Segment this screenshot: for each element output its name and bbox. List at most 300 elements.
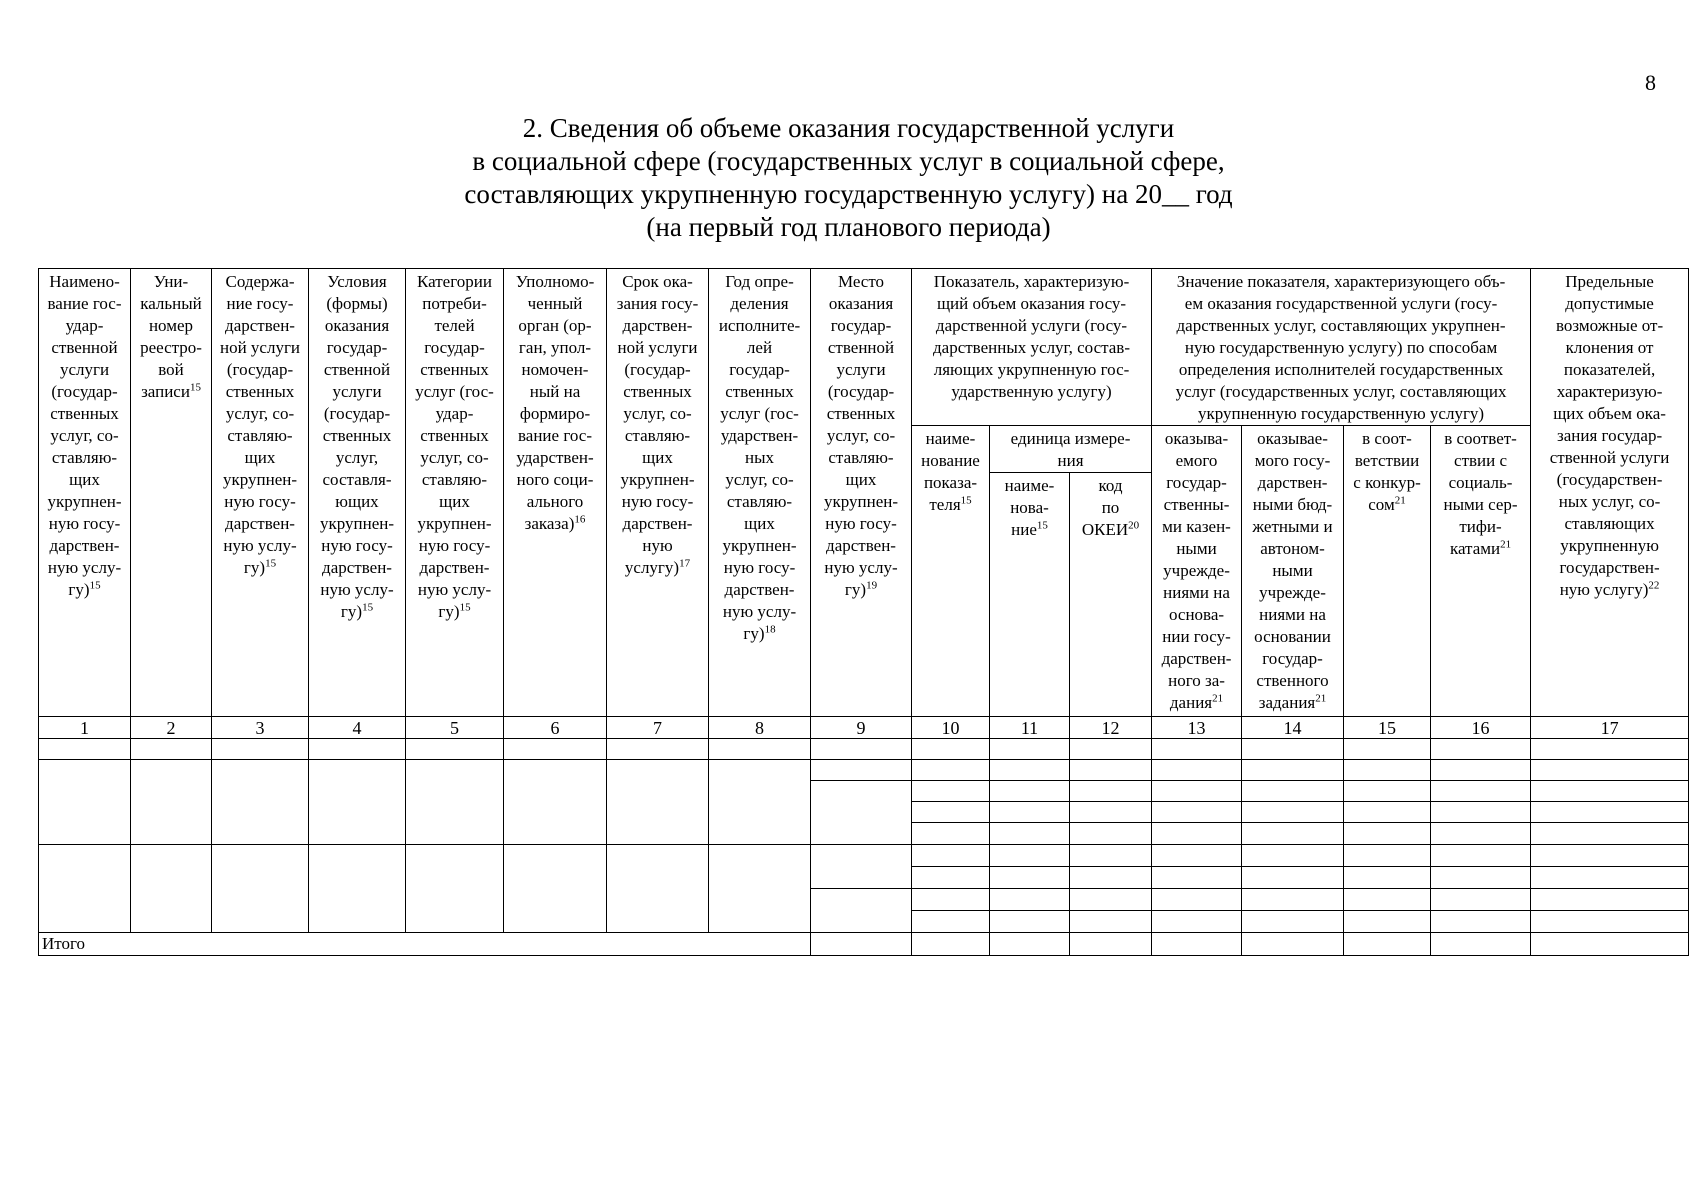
header-text-line: гу)$^{15}$ (68, 579, 101, 599)
footnote-marker: 20 (1128, 519, 1140, 532)
header-text-line: государ- (1262, 649, 1323, 668)
table-cell[interactable] (1152, 781, 1242, 802)
table-cell[interactable] (1431, 845, 1531, 867)
header-text-line: ную госу- (48, 514, 121, 533)
header-text-line: ствии с (1454, 451, 1508, 470)
footnote-marker: 21 (1500, 538, 1512, 551)
header-text-line: ную госу- (418, 536, 491, 555)
header-text-line: автоном- (1260, 539, 1325, 558)
header-text-line: ную услу- (320, 580, 394, 599)
table-cell[interactable] (912, 823, 990, 845)
table-cell[interactable] (212, 845, 309, 933)
header-text-line: Содержа- (225, 272, 295, 291)
header-text-line: ставляющих (1564, 514, 1655, 533)
footnote-marker: 19 (866, 579, 878, 592)
header-text-line: государ- (729, 360, 790, 379)
table-cell[interactable] (811, 889, 912, 933)
table-cell[interactable] (1070, 889, 1152, 911)
table-cell[interactable] (1431, 823, 1531, 845)
footnote-marker: 15 (362, 601, 374, 614)
header-text-line: составля- (322, 470, 392, 489)
table-cell[interactable] (1242, 933, 1344, 956)
header-text-line: потреби- (422, 294, 487, 313)
header-text-line: дарствен- (826, 536, 896, 555)
header-allowed-deviations (1531, 269, 1689, 717)
header-text-line: деления (730, 294, 789, 313)
table-cell[interactable] (1070, 823, 1152, 845)
table-cell[interactable] (1152, 823, 1242, 845)
header-text-line: гу)$^{15}$ (243, 557, 277, 577)
title-line: в социальной сфере (государственных услуг в социальной сфере, (472, 146, 1225, 176)
table-cell[interactable] (39, 845, 131, 933)
table-cell[interactable] (1152, 739, 1242, 760)
header-text-line: ную госу- (621, 492, 694, 511)
header-text-line: ударственную услугу) (951, 382, 1112, 401)
header-text-line: государ- (1166, 473, 1227, 492)
header-text-line: ственной (827, 338, 895, 357)
header-text-line: ственных (623, 382, 692, 401)
header-text-line: ставляю- (227, 426, 293, 445)
header-text-line: дания$^{21}$ (1169, 692, 1224, 712)
header-text-line: вание гос- (517, 426, 593, 445)
table-cell[interactable] (1531, 911, 1689, 933)
table-cell[interactable] (1431, 781, 1531, 802)
title-line: 2. Сведения об объеме оказания государственной услуги (522, 113, 1175, 143)
header-text-line: показа- (923, 473, 978, 492)
table-cell[interactable] (1152, 845, 1242, 867)
table-cell[interactable] (1152, 889, 1242, 911)
header-text-line: оказыва- (1164, 429, 1229, 448)
table-cell[interactable] (1344, 760, 1431, 781)
header-text-line: ного соци- (516, 470, 594, 489)
footnote-marker: 18 (764, 623, 776, 636)
header-authorized-body (504, 269, 607, 717)
total-label: Итого (39, 933, 811, 956)
header-text-line: ственных (420, 360, 489, 379)
header-text-line: мого госу- (1254, 451, 1331, 470)
table-cell[interactable] (709, 845, 811, 933)
header-social-certificates (1431, 426, 1531, 717)
header-text-line: ными сер- (1443, 495, 1518, 514)
header-text-line: ния (1057, 451, 1084, 470)
table-row (39, 845, 1689, 867)
header-text-line: укрупненную государственную услугу) (1197, 404, 1485, 423)
header-text-line: Показатель, характеризую- (933, 272, 1130, 291)
header-text-line: по (1101, 498, 1120, 517)
table-cell[interactable] (1531, 760, 1689, 781)
table-cell[interactable] (912, 760, 990, 781)
header-text-line: нова- (1010, 498, 1049, 517)
header-text-line: дарствен- (225, 316, 295, 335)
header-text-line: Условия (327, 272, 387, 291)
column-number: 15 (1344, 717, 1431, 739)
header-text-line: ственны- (1163, 495, 1230, 514)
table-cell[interactable] (1344, 933, 1431, 956)
header-text-line: ного за- (1168, 671, 1225, 690)
header-text-line: ственной (323, 360, 391, 379)
table-cell[interactable] (990, 739, 1070, 760)
header-text-line: удар- (435, 404, 474, 423)
table-cell[interactable] (1242, 760, 1344, 781)
header-text-line: Уполномо- (515, 272, 595, 291)
header-text-line: дарственной услуги (госу- (935, 316, 1128, 335)
table-cell[interactable] (709, 760, 811, 845)
header-text-line: Категории (417, 272, 492, 291)
header-text-line: ственных (322, 426, 392, 445)
header-text-line: записи$^{15}$ (141, 381, 201, 401)
header-indicator-value-group (1152, 269, 1531, 426)
header-text-line: дарствен- (622, 316, 693, 335)
column-number: 1 (39, 717, 131, 739)
header-text-line: укрупнен- (823, 492, 899, 511)
header-text-line: ную услугу)$^{22}$ (1559, 579, 1660, 599)
header-text-line: показателей, (1563, 360, 1656, 379)
header-text-line: учрежде- (1259, 583, 1326, 602)
table-cell[interactable] (1070, 802, 1152, 823)
table-cell[interactable] (1242, 739, 1344, 760)
table-cell[interactable] (504, 845, 607, 933)
table-cell[interactable] (131, 739, 212, 760)
header-text-line: дарствен- (322, 558, 392, 577)
table-cell[interactable] (990, 823, 1070, 845)
header-text-line: ган, упол- (518, 338, 592, 357)
header-text-line: ную услу- (47, 558, 122, 577)
volume-table (38, 268, 1689, 956)
header-text-line: в соответ- (1444, 429, 1517, 448)
header-text-line: гу)$^{18}$ (743, 623, 776, 643)
header-text-line: дарствен- (1257, 473, 1328, 492)
header-text-line: щих (439, 492, 470, 511)
page-number: 8 (1645, 70, 1656, 95)
column-number: 2 (131, 717, 212, 739)
table-cell[interactable] (990, 781, 1070, 802)
table-cell[interactable] (1070, 760, 1152, 781)
header-executor-year (709, 269, 811, 717)
footnote-marker: 21 (1212, 692, 1224, 705)
header-text-line: услуг, (335, 448, 379, 467)
table-cell[interactable] (1344, 802, 1431, 823)
table-cell[interactable] (1431, 933, 1531, 956)
column-number: 10 (912, 717, 990, 739)
table-cell[interactable] (1431, 760, 1531, 781)
header-text-line: Уни- (153, 272, 189, 291)
table-cell[interactable] (1531, 781, 1689, 802)
header-text-line: ставляю- (726, 492, 793, 511)
header-text-line: (государ- (323, 404, 391, 423)
header-text-line: реестро- (140, 338, 202, 357)
table-cell[interactable] (811, 739, 912, 760)
table-cell[interactable] (990, 867, 1070, 889)
footnote-marker: 16 (574, 513, 586, 526)
header-text-line: наиме- (925, 429, 976, 448)
header-text-line: емого (1175, 451, 1218, 470)
header-text-line: ставляю- (51, 448, 118, 467)
table-cell[interactable] (1344, 739, 1431, 760)
header-text-line: катами$^{21}$ (1449, 538, 1512, 558)
table-cell[interactable] (1242, 781, 1344, 802)
title-line: составляющих укрупненную государственную услугу) на 20__ год (464, 179, 1233, 209)
column-number: 4 (309, 717, 406, 739)
header-text-line: ственных (420, 426, 489, 445)
header-service-place (811, 269, 912, 717)
table-cell[interactable] (309, 845, 406, 933)
table-cell[interactable] (990, 802, 1070, 823)
table-cell[interactable] (990, 889, 1070, 911)
header-service-term (607, 269, 709, 717)
header-registry-number (131, 269, 212, 717)
footnote-marker: 22 (1648, 579, 1660, 592)
header-text-line: услуг, со- (50, 426, 119, 445)
header-text-line: государ- (326, 338, 388, 357)
table-cell[interactable] (1531, 889, 1689, 911)
table-cell[interactable] (406, 845, 504, 933)
table-cell[interactable] (607, 739, 709, 760)
header-indicator-name (912, 426, 990, 717)
table-cell[interactable] (309, 739, 406, 760)
table-cell[interactable] (1344, 889, 1431, 911)
header-text-line: ную госу- (723, 558, 796, 577)
table-cell[interactable] (1344, 911, 1431, 933)
table-cell[interactable] (1242, 867, 1344, 889)
header-text-line: оказания (324, 316, 390, 335)
header-text-line: услуг, со- (225, 404, 295, 423)
header-text-line: кальный (140, 294, 202, 313)
table-row (39, 760, 1689, 781)
header-text-line: ляющих укрупненную гос- (933, 360, 1130, 379)
table-cell[interactable] (1152, 911, 1242, 933)
header-text-line: ную госу- (825, 514, 897, 533)
header-text-line: ственных (826, 404, 896, 423)
column-number: 9 (811, 717, 912, 739)
table-cell[interactable] (990, 911, 1070, 933)
table-cell[interactable] (1152, 933, 1242, 956)
table-cell[interactable] (1431, 889, 1531, 911)
header-text-line: государ- (830, 316, 892, 335)
table-cell[interactable] (912, 867, 990, 889)
header-text-line: Место (837, 272, 885, 291)
table-cell[interactable] (709, 739, 811, 760)
header-service-name (39, 269, 131, 717)
table-cell[interactable] (1531, 933, 1689, 956)
table-cell[interactable] (912, 933, 990, 956)
header-text-line: ственной (51, 338, 118, 357)
header-text-line: возможные от- (1555, 316, 1664, 335)
header-text-line: с конкур- (1353, 473, 1421, 492)
header-text-line: сом$^{21}$ (1368, 494, 1406, 514)
header-text-line: лей (746, 338, 773, 357)
total-row (39, 933, 1689, 956)
table-cell[interactable] (607, 760, 709, 845)
table-cell[interactable] (912, 911, 990, 933)
column-number: 12 (1070, 717, 1152, 739)
table-cell[interactable] (1070, 845, 1152, 867)
footnote-marker: 15 (89, 579, 101, 592)
column-number: 16 (1431, 717, 1531, 739)
header-text-line: услуг (гос- (415, 382, 494, 401)
table-cell[interactable] (990, 760, 1070, 781)
table-cell[interactable] (1431, 867, 1531, 889)
header-text-line: укрупнен- (222, 470, 298, 489)
header-text-line: ственных (225, 382, 295, 401)
header-text-line: ную услу- (824, 558, 898, 577)
header-text-line: определения исполнителей государственных (1178, 360, 1504, 379)
table-cell[interactable] (912, 781, 990, 802)
header-text-line: телей (434, 316, 475, 335)
table-cell[interactable] (406, 739, 504, 760)
header-text-line: вание гос- (47, 294, 122, 313)
header-text-line: щих (845, 470, 877, 489)
header-text-line: ударствен- (516, 448, 594, 467)
table-cell[interactable] (39, 760, 131, 845)
header-indicator-group (912, 269, 1152, 426)
header-text-line: ченный (527, 294, 583, 313)
header-text-line: (государ- (226, 360, 294, 379)
table-cell[interactable] (811, 781, 912, 845)
table-cell[interactable] (811, 845, 912, 889)
table-cell[interactable] (912, 739, 990, 760)
header-text-line: щий объем оказания госу- (936, 294, 1127, 313)
table-cell[interactable] (990, 845, 1070, 867)
table-cell[interactable] (912, 889, 990, 911)
header-text-line: клонения от (1565, 338, 1654, 357)
header-text-line: (государ- (624, 360, 691, 379)
table-cell[interactable] (1070, 933, 1152, 956)
header-consumer-categories (406, 269, 504, 717)
table-cell[interactable] (1070, 867, 1152, 889)
header-text-line: Предельные (1565, 272, 1654, 291)
table-cell[interactable] (1242, 911, 1344, 933)
header-text-line: Наимено- (49, 272, 120, 291)
table-cell[interactable] (811, 760, 912, 781)
table-cell[interactable] (212, 739, 309, 760)
table-cell[interactable] (607, 845, 709, 933)
table-cell[interactable] (406, 760, 504, 845)
header-text-line: допустимые (1565, 294, 1654, 313)
header-text-line: ную услу- (223, 536, 297, 555)
table-cell[interactable] (1070, 781, 1152, 802)
table-cell[interactable] (1070, 739, 1152, 760)
table-cell[interactable] (39, 739, 131, 760)
footnote-marker: 21 (1394, 494, 1406, 507)
header-text-line: укрупнен- (319, 514, 395, 533)
table-cell[interactable] (912, 802, 990, 823)
header-budget-institutions (1242, 426, 1344, 717)
table-cell[interactable] (1431, 802, 1531, 823)
header-text-line: укрупненную (1560, 536, 1659, 555)
table-cell[interactable] (990, 933, 1070, 956)
header-text-line: дарственных услуг, составляющих укрупнен- (1176, 316, 1506, 335)
header-text-line: ственного (1256, 671, 1329, 690)
table-cell[interactable] (212, 760, 309, 845)
table-cell[interactable] (1531, 867, 1689, 889)
table-cell[interactable] (1152, 867, 1242, 889)
header-text-line: услуг, со- (420, 448, 489, 467)
footnote-marker: 15 (960, 494, 972, 507)
table-cell[interactable] (912, 845, 990, 867)
header-text-line: код (1098, 476, 1123, 495)
header-text-line: дарствен- (622, 514, 693, 533)
header-text-line: (государствен- (1556, 470, 1663, 489)
header-unit-name (990, 473, 1070, 717)
table-cell[interactable] (1344, 781, 1431, 802)
header-text-line: учрежде- (1163, 561, 1230, 580)
header-text-line: тифи- (1459, 517, 1502, 536)
table-cell[interactable] (1242, 845, 1344, 867)
table-cell[interactable] (504, 760, 607, 845)
table-cell[interactable] (811, 933, 912, 956)
header-text-line: ный на (529, 382, 581, 401)
table-cell[interactable] (1344, 823, 1431, 845)
column-number: 5 (406, 717, 504, 739)
header-text-line: оказания (828, 294, 894, 313)
header-state-institutions (1152, 426, 1242, 717)
header-text-line: ную услу- (722, 602, 797, 621)
header-text-line: ветствии (1354, 451, 1420, 470)
header-text-line: дарствен- (724, 580, 795, 599)
table-cell[interactable] (1531, 823, 1689, 845)
header-text-line: зания государ- (1557, 426, 1663, 445)
column-numbers-row (39, 717, 1689, 739)
table-cell[interactable] (1242, 889, 1344, 911)
table-cell[interactable] (1242, 823, 1344, 845)
table-cell[interactable] (1070, 911, 1152, 933)
table-cell[interactable] (1531, 739, 1689, 760)
header-text-line: ние госу- (226, 294, 294, 313)
table-cell[interactable] (1152, 802, 1242, 823)
header-text-line: ми казен- (1162, 517, 1231, 536)
header-text-line: теля$^{15}$ (929, 494, 972, 514)
table-cell[interactable] (131, 760, 212, 845)
table-cell[interactable] (309, 760, 406, 845)
header-text-line: услуги (332, 382, 382, 401)
header-text-line: номочен- (521, 360, 589, 379)
header-text-line: основании (1254, 627, 1331, 646)
header-text-line: укрупнен- (417, 514, 492, 533)
footnote-marker: 15 (265, 557, 277, 570)
header-text-line: ных (744, 448, 775, 467)
header-okei-code (1070, 473, 1152, 717)
section-title (0, 112, 1697, 244)
header-text-line: ными бюд- (1252, 495, 1333, 514)
table-cell[interactable] (1242, 802, 1344, 823)
table-cell[interactable] (1431, 911, 1531, 933)
header-text-line: ной услуги (617, 338, 698, 357)
header-text-line: нование (921, 451, 980, 470)
header-text-line: исполните- (718, 316, 801, 335)
column-number: 7 (607, 717, 709, 739)
header-text-line: дарствен- (225, 514, 295, 533)
header-text-line: услуги (59, 360, 110, 379)
table-cell[interactable] (1531, 845, 1689, 867)
table-cell[interactable] (1531, 802, 1689, 823)
table-cell[interactable] (1431, 739, 1531, 760)
footnote-marker: 15 (459, 601, 471, 614)
column-number: 3 (212, 717, 309, 739)
column-number: 11 (990, 717, 1070, 739)
table-cell[interactable] (1344, 845, 1431, 867)
header-text-line: услуг (государственных услуг, составляющих (1175, 382, 1507, 401)
table-cell[interactable] (504, 739, 607, 760)
header-text-line: задания$^{21}$ (1258, 692, 1327, 712)
header-text-line: ставляю- (624, 426, 691, 445)
table-cell[interactable] (1152, 760, 1242, 781)
table-cell[interactable] (1344, 867, 1431, 889)
header-text-line: ную госу- (321, 536, 393, 555)
header-text-line: государствен- (1559, 558, 1660, 577)
header-text-line: щих (244, 448, 276, 467)
table-cell[interactable] (131, 845, 212, 933)
header-text-line: щих (69, 470, 100, 489)
